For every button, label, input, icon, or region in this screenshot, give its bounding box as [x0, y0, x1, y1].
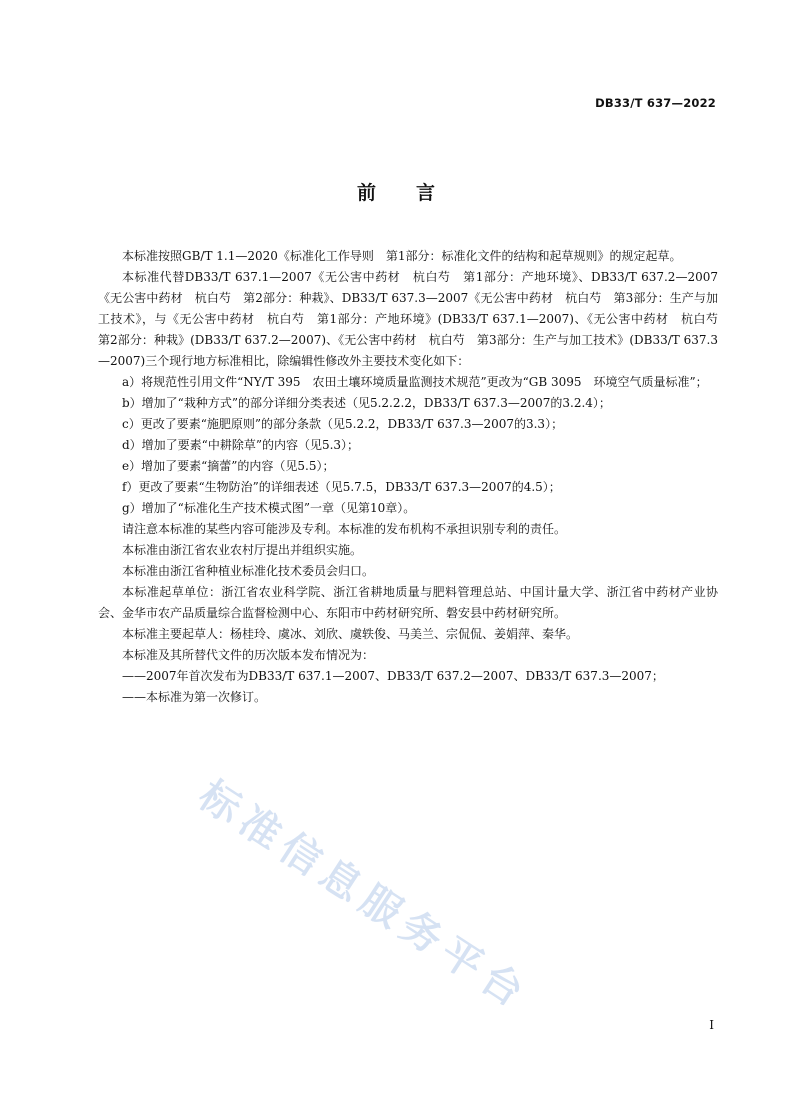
paragraph-proposer: 本标准由浙江省农业农村厅提出并组织实施。	[122, 543, 363, 557]
paragraph-committee: 本标准由浙江省种植业标准化技术委员会归口。	[122, 564, 375, 578]
change-item-b: b）增加了“栽种方式”的部分详细分类表述（见5.2.2.2，DB33/T 637.3—2007的3.2.4）；	[122, 396, 611, 410]
paragraph-patent-notice: 请注意本标准的某些内容可能涉及专利。本标准的发布机构不承担识别专利的责任。	[122, 522, 567, 536]
change-item-e: e）增加了要素“摘蕾”的内容（见5.5）；	[122, 459, 335, 473]
history-item-first: ——2007年首次发布为DB33/T 637.1—2007、DB33/T 637.2—2007、DB33/T 637.3—2007；	[122, 669, 664, 683]
paragraph-drafting-rules: 本标准按照GB/T 1.1—2020《标准化工作导则 第1部分：标准化文件的结构和起草规则》的规定起草。	[122, 249, 682, 263]
change-item-d: d）增加了要素“中耕除草”的内容（见5.3）；	[122, 438, 360, 452]
watermark: 标准信息服务平台	[190, 772, 538, 1020]
paragraph-history-intro: 本标准及其所替代文件的历次版本发布情况为：	[122, 648, 375, 662]
foreword-body	[98, 246, 731, 708]
change-item-f: f）更改了要素“生物防治”的详细表述（见5.7.5，DB33/T 637.3—2007的4.5）；	[122, 480, 561, 494]
change-item-g: g）增加了“标准化生产技术模式图”一章（见第10章）。	[122, 501, 416, 515]
change-item-a: a）将规范性引用文件“NY/T 395 农田土壤环境质量监测技术规范”更改为“GB 3095 环境空气质量标准”；	[122, 375, 708, 389]
paragraph-drafters: 本标准主要起草人：杨桂玲、虞冰、刘欣、虞轶俊、马美兰、宗侃侃、姜娟萍、秦华。	[122, 627, 579, 641]
document-code: DB33/T 637—2022	[595, 96, 716, 110]
page-number: I	[709, 1018, 714, 1032]
page-title: 前言	[356, 182, 475, 204]
change-item-c: c）更改了要素“施肥原则”的部分条款（见5.2.2，DB33/T 637.3—2007的3.3）；	[122, 417, 564, 431]
paragraph-replacement: 本标准代替DB33/T 637.1—2007《无公害中药材 杭白芍 第1部分：产地环境》、DB33/T 637.2—2007《无公害中药材 杭白芍 第2部分：种栽》、DB33/T 637.3—2007《无公害中药材 杭白芍 第3部分：生产与加工技术》，与《无公害中药材 杭白芍 第1部分：产地环境》(DB33/T 637.1—2007)、《无公害中药材 杭白芍 第2部分：种栽》(DB33/T 637.2—2007)、《无公害中药材 杭白芍 第3部分：生产与加工技术》(DB33/T 637.3—2007)三个现行地方标准相比，除编辑性修改外主要技术变化如下：	[98, 270, 731, 368]
paragraph-drafting-units: 本标准起草单位：浙江省农业科学院、浙江省耕地质量与肥料管理总站、中国计量大学、浙江省中药材产业协会、金华市农产品质量综合监督检测中心、东阳市中药材研究所、磐安县中药材研究所。	[98, 585, 718, 620]
history-item-revision: ——本标准为第一次修订。	[122, 690, 267, 704]
